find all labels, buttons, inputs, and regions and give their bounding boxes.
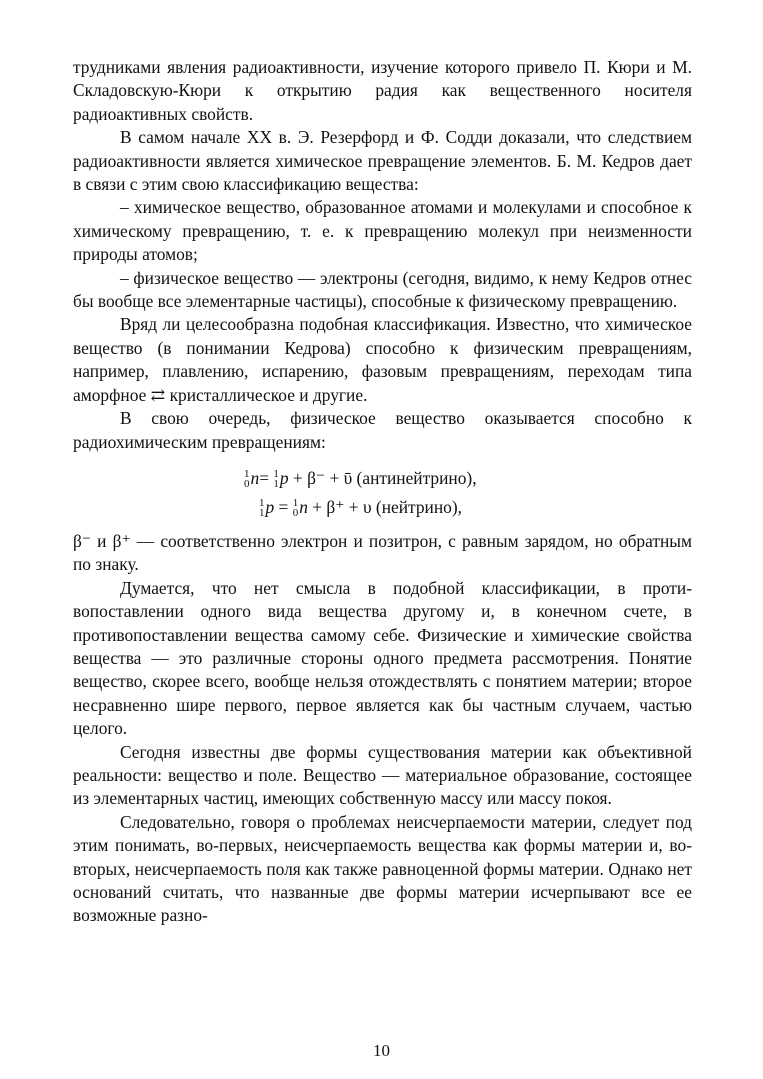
paragraph-radiochemical: В свою очередь, физическое вещество оказывается способно к радиохимическим превращениям: [73, 408, 692, 452]
equation-proton-decay: 1 1 p = 1 0 n + β⁺ + υ (нейтрино), [259, 496, 462, 519]
paragraph-beta-definition: β⁻ и β⁺ — соответственно электрон и позитрон, с равным зарядом, но обратным по знаку. [73, 530, 692, 575]
nuclide-index: 1 1 [259, 496, 265, 519]
equations-block [73, 464, 692, 522]
page-number: 10 [373, 1041, 390, 1060]
paragraph-inexhaustibility: Следовательно, говоря о проблемах неисчерпаемости материи, следует под этим понимать, во-первых, неисчерпаемость вещества как формы материи и, во-вторых, неисчерпаемость поля как также равноценной формы материи. Однако нет оснований считать, что названные две формы материи исчерпывают все ее возможные разно- [73, 811, 692, 926]
list-item-physical: – физическое вещество — электроны (сегодня, видимо, к нему Кедров отнес бы вообще все элементарные частицы), способные к физическому превращению. [73, 267, 692, 312]
paragraph-opposition: Думается, что нет смысла в подобной классификации, в противопоставлении одного вида вещества другому и, в конечном счете, в противопоставлении вещества самому себе. Физические и химические свойства вещества — это различные стороны одного предмета рассмотрения. Понятие вещество, скорее всего, вообще нельзя отождествлять с понятием материи; второе несравненно шире первого, первое является как бы частным случаем, частью целого. [73, 577, 692, 739]
list-item-chemical: – химическое вещество, образованное атомами и молекулами и способное к химическому превращению, т. е. к превращению молекул при неизменности природы атомов; [73, 197, 692, 265]
paragraph-classification: Вряд ли целесообразна подобная классификация. Известно, что химическое вещество (в понимании Кедрова) способно к физическим превращениям, например, плавлению, испарению, фазовым превращениям, переходам типа аморфное ⇄ кристаллическое и другие. [73, 314, 692, 405]
nuclide-index: 1 0 [292, 496, 299, 519]
nuclide-index: 1 1 [273, 467, 279, 490]
nuclide-index: 1 0 [244, 467, 250, 490]
paragraph-rutherford: В самом начале XX в. Э. Резерфорд и Ф. Содди доказали, что следствием радиоактивности является химическое превращение элементов. Б. М. Кедров дает в связи с этим свою классификацию вещества: [73, 127, 692, 195]
paragraph-forms-of-matter: Сегодня известны две формы существования материи как объективной реальности: вещество и поле. Вещество — материальное образование, состоящее из элементарных частиц, имеющих собственную массу или массу покоя. [73, 741, 692, 809]
paragraph-continuation: трудниками явления радиоактивности, изучение которого привело П. Кюри и М. Складовскую-Кюри к открытию радия как вещественного носителя радиоактивных свойств. [73, 57, 692, 124]
page-body [73, 56, 692, 928]
equation-neutron-decay: 1 0 n= 1 1 p + β⁻ + ῡ (антинейтрино), [244, 467, 477, 490]
